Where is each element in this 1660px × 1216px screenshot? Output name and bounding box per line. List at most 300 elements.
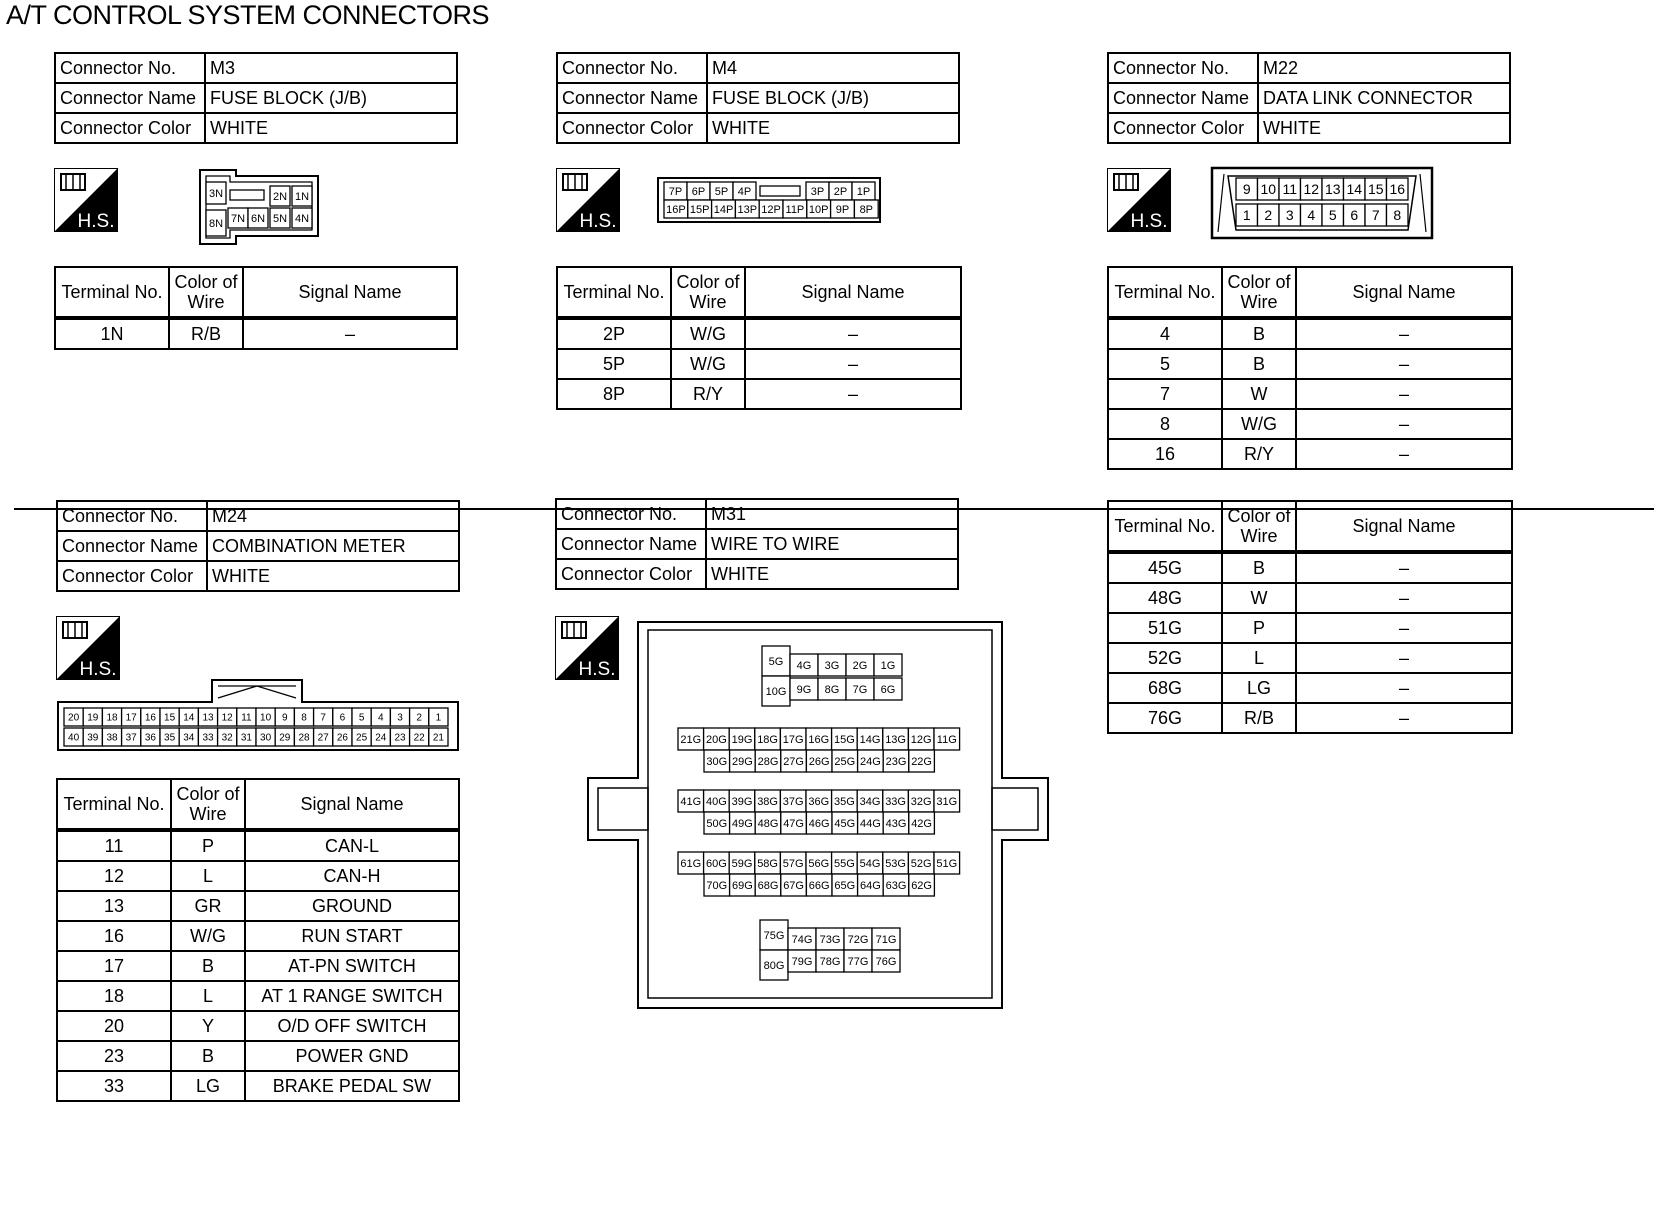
pin-label: 22: [413, 732, 425, 744]
pin-label: 19G: [731, 733, 753, 746]
pin-label: 5N: [272, 212, 288, 225]
pin-label: 11: [1282, 181, 1298, 198]
pin-cell: [908, 790, 934, 812]
pin-cell: [429, 728, 448, 746]
pin-label: 26G: [808, 755, 830, 768]
pin-label: 31: [240, 732, 252, 744]
table-row: [1108, 409, 1512, 439]
signal-name-header: Signal Name: [245, 779, 459, 830]
pin-cell: [857, 852, 883, 874]
pin-label: 9: [1242, 181, 1251, 198]
pin-cell: [735, 200, 759, 218]
terminal-signal: AT 1 RANGE SWITCH: [245, 981, 459, 1011]
pin-cell: [1279, 178, 1301, 200]
terminal-wire: Y: [171, 1011, 245, 1041]
terminal-no: 7: [1108, 379, 1222, 409]
pin-label: 4P: [737, 185, 752, 198]
pin-label: 71G: [875, 933, 897, 946]
signal-name-header: Signal Name: [243, 267, 457, 318]
pin-label: 2G: [852, 659, 868, 672]
pin-label: 47G: [783, 817, 804, 830]
terminal-signal: –: [243, 318, 457, 349]
table-row: [1108, 673, 1512, 703]
pin-cell: [883, 790, 909, 812]
pin-cell: [206, 210, 226, 236]
pin-cell: [704, 812, 730, 834]
pin-label: 68G: [757, 879, 779, 892]
connector-color-value: WHITE: [205, 113, 457, 143]
table-row: [57, 891, 459, 921]
terminal-signal: –: [745, 349, 961, 379]
pin-cell: [883, 750, 909, 772]
pin-cell: [788, 950, 816, 972]
pin-label: 58G: [757, 857, 778, 870]
connector-no-label: Connector No.: [556, 499, 706, 529]
pin-cell: [806, 852, 832, 874]
pin-label: 34G: [859, 795, 881, 808]
pin-label: 57G: [782, 857, 804, 870]
table-row: [57, 951, 459, 981]
pin-cell: [371, 728, 390, 746]
terminal-signal: RUN START: [245, 921, 459, 951]
pin-label: 3: [1285, 207, 1294, 224]
pin-cell: [179, 708, 198, 726]
pin-label: 15: [164, 712, 176, 724]
pin-cell: [934, 790, 960, 812]
pin-label: 12P: [761, 203, 781, 216]
signal-name-header: Signal Name: [745, 267, 961, 318]
connector-name-value: DATA LINK CONNECTOR: [1258, 83, 1510, 113]
pin-cell: [934, 852, 960, 874]
pin-label: 16: [144, 712, 156, 724]
pin-label: 4: [378, 712, 384, 724]
pin-cell: [846, 678, 874, 700]
connector-name-label: Connector Name: [57, 531, 207, 561]
pin-label: 61G: [680, 857, 702, 870]
terminal-wire: B: [1222, 552, 1296, 583]
pin-cell: [1365, 178, 1387, 200]
terminal-signal: –: [1296, 583, 1512, 613]
terminal-table-m24: [56, 778, 460, 1102]
table-row: [57, 861, 459, 891]
pin-cell: [1322, 178, 1344, 200]
connector-no-value: M4: [707, 53, 959, 83]
pin-label: 12: [1303, 181, 1320, 198]
pin-label: 35G: [834, 795, 855, 808]
terminal-signal: –: [1296, 613, 1512, 643]
pin-label: 21: [432, 732, 444, 744]
pin-cell: [390, 728, 409, 746]
pin-label: 10G: [765, 685, 787, 698]
pin-cell: [729, 852, 755, 874]
pin-cell: [237, 728, 256, 746]
table-row: [1108, 349, 1512, 379]
pin-cell: [816, 950, 844, 972]
table-row: [55, 318, 457, 349]
pin-cell: [1365, 204, 1387, 226]
pin-cell: [179, 728, 198, 746]
hs-harness-side-icon: [1107, 168, 1171, 232]
terminal-signal: –: [745, 318, 961, 349]
pin-label: 3N: [208, 187, 224, 200]
terminal-wire: B: [171, 1041, 245, 1071]
pin-cell: [832, 852, 858, 874]
pin-cell: [806, 812, 832, 834]
pin-cell: [141, 708, 160, 726]
pin-cell: [790, 654, 818, 676]
pin-label: 73G: [819, 933, 841, 946]
pin-cell: [1301, 204, 1323, 226]
pin-label: 10: [1260, 181, 1277, 198]
connector-no-label: Connector No.: [55, 53, 205, 83]
pin-label: 18: [106, 712, 118, 724]
connector-info-m24: [56, 500, 460, 592]
connector-no-value: M24: [207, 501, 459, 531]
pin-label: 7G: [852, 683, 868, 696]
terminal-no: 20: [57, 1011, 171, 1041]
pin-cell: [678, 790, 704, 812]
pin-label: 2: [416, 712, 422, 724]
pin-cell: [122, 728, 141, 746]
pin-cell: [712, 200, 736, 218]
terminal-wire: W: [1222, 583, 1296, 613]
pin-cell: [755, 750, 781, 772]
pin-label: 28G: [757, 755, 779, 768]
pin-label: 11: [241, 712, 252, 724]
pin-cell: [678, 728, 704, 750]
pin-cell: [781, 812, 807, 834]
pin-label: 52G: [910, 857, 932, 870]
connector-info-m22: [1107, 52, 1511, 144]
pin-cell: [1344, 178, 1366, 200]
pin-cell: [1258, 178, 1280, 200]
pin-label: 12: [221, 712, 233, 724]
pin-cell: [844, 928, 872, 950]
pin-label: 19: [87, 712, 99, 724]
pin-cell: [160, 708, 179, 726]
table-row: [57, 981, 459, 1011]
pin-label: 5: [358, 712, 365, 724]
connector-face-m22: [1210, 166, 1434, 240]
pin-cell: [710, 182, 733, 200]
pin-cell: [755, 728, 781, 750]
pin-cell: [704, 874, 730, 896]
terminal-wire: LG: [171, 1071, 245, 1101]
connector-color-value: WHITE: [707, 113, 959, 143]
signal-name-header: Signal Name: [1296, 267, 1512, 318]
table-row: [1108, 439, 1512, 469]
pin-label: 13: [1324, 181, 1341, 198]
pin-label: 16P: [666, 203, 686, 216]
pin-label: 20G: [706, 733, 727, 746]
pin-label: 14G: [859, 733, 881, 746]
pin-cell: [687, 182, 710, 200]
terminal-signal: POWER GND: [245, 1041, 459, 1071]
pin-cell: [832, 750, 858, 772]
terminal-no: 16: [57, 921, 171, 951]
terminal-wire: LG: [1222, 673, 1296, 703]
pin-label: 44G: [860, 817, 881, 830]
pin-label: 75G: [763, 929, 785, 942]
terminal-no: 4: [1108, 318, 1222, 349]
pin-label: 30G: [706, 755, 728, 768]
terminal-wire: B: [171, 951, 245, 981]
pin-label: 1: [435, 712, 442, 724]
terminal-table-m22: [1107, 266, 1513, 470]
pin-label: 15: [1367, 181, 1384, 198]
pin-label: 33: [202, 732, 214, 744]
pin-label: 79G: [791, 955, 813, 968]
table-row: [557, 379, 961, 409]
table-row: [1108, 643, 1512, 673]
pin-cell: [730, 812, 756, 834]
pin-label: 3P: [810, 185, 825, 198]
terminal-wire: P: [1222, 613, 1296, 643]
terminal-table-m3: [54, 266, 458, 350]
pin-cell: [872, 928, 900, 950]
pin-cell: [237, 708, 256, 726]
pin-label: 14: [183, 712, 195, 724]
terminal-wire: W/G: [171, 921, 245, 951]
pin-label: 25G: [834, 755, 856, 768]
pin-cell: [314, 728, 333, 746]
pin-cell: [275, 708, 294, 726]
pin-label: 80G: [763, 959, 785, 972]
pin-label: 64G: [860, 879, 881, 892]
connector-info-m3: [54, 52, 458, 144]
pin-cell: [883, 812, 909, 834]
pin-label: 8: [301, 712, 307, 724]
pin-cell: [1236, 178, 1258, 200]
connector-color-value: WHITE: [706, 559, 958, 589]
terminal-no: 18: [57, 981, 171, 1011]
pin-label: 65G: [834, 879, 856, 892]
pin-cell: [883, 852, 909, 874]
pin-label: 27G: [783, 755, 804, 768]
pin-cell: [122, 708, 141, 726]
pin-label: 28: [298, 732, 310, 744]
pin-label: 10: [260, 712, 272, 724]
terminal-no: 8P: [557, 379, 671, 409]
pin-cell: [909, 750, 935, 772]
pin-cell: [806, 750, 832, 772]
pin-cell: [733, 182, 756, 200]
pin-cell: [410, 728, 429, 746]
pin-cell: [760, 950, 788, 980]
terminal-signal: –: [745, 379, 961, 409]
connector-name-label: Connector Name: [556, 529, 706, 559]
pin-label: 6: [1350, 207, 1359, 224]
pin-label: 40G: [706, 795, 727, 808]
terminal-no: 1N: [55, 318, 169, 349]
pin-label: 70G: [706, 879, 728, 892]
pin-cell: [780, 790, 806, 812]
terminal-signal: BRAKE PEDAL SW: [245, 1071, 459, 1101]
terminal-no: 52G: [1108, 643, 1222, 673]
terminal-signal: CAN-H: [245, 861, 459, 891]
terminal-no: 12: [57, 861, 171, 891]
hs-label: H.S.: [79, 659, 117, 680]
pin-cell: [816, 928, 844, 950]
color-of-wire-header: Color of Wire: [169, 267, 243, 318]
pin-label: 51G: [936, 857, 958, 870]
connector-no-label: Connector No.: [57, 501, 207, 531]
pin-label: 30: [260, 732, 272, 744]
pin-label: 33G: [885, 795, 906, 808]
pin-cell: [198, 728, 217, 746]
color-of-wire-header: Color of Wire: [1222, 501, 1296, 552]
pin-label: 48G: [757, 817, 779, 830]
pin-cell: [806, 182, 829, 200]
pin-label: 15G: [834, 733, 855, 746]
connector-color-value: WHITE: [1258, 113, 1510, 143]
pin-cell: [704, 750, 730, 772]
terminal-no: 2P: [557, 318, 671, 349]
pin-label: 49G: [732, 817, 753, 830]
pin-label: 5P: [714, 185, 729, 198]
terminal-wire: P: [171, 830, 245, 861]
pin-cell: [781, 874, 807, 896]
pin-label: 38G: [757, 795, 778, 808]
terminal-no: 76G: [1108, 703, 1222, 733]
pin-cell: [908, 852, 934, 874]
pin-label: 7: [320, 712, 326, 724]
pin-label: 63G: [885, 879, 907, 892]
pin-cell: [390, 708, 409, 726]
pin-cell: [755, 874, 781, 896]
pin-label: 4N: [294, 212, 310, 225]
pin-label: 2P: [833, 185, 848, 198]
pin-cell: [292, 208, 312, 228]
connector-color-label: Connector Color: [1108, 113, 1258, 143]
connector-no-value: M3: [205, 53, 457, 83]
connector-name-value: WIRE TO WIRE: [706, 529, 958, 559]
terminal-wire: R/B: [1222, 703, 1296, 733]
pin-cell: [852, 182, 875, 200]
pin-label: 37: [125, 732, 137, 744]
terminal-signal: GROUND: [245, 891, 459, 921]
pin-cell: [762, 646, 790, 676]
terminal-no: 8: [1108, 409, 1222, 439]
color-of-wire-header: Color of Wire: [671, 267, 745, 318]
pin-label: 66G: [808, 879, 830, 892]
pin-cell: [883, 728, 909, 750]
pin-label: 2: [1264, 207, 1273, 224]
terminal-signal: –: [1296, 379, 1512, 409]
pin-label: 72G: [847, 933, 869, 946]
connector-color-value: WHITE: [207, 561, 459, 591]
pin-cell: [64, 728, 83, 746]
pin-cell: [270, 208, 290, 228]
pin-cell: [371, 708, 390, 726]
pin-cell: [352, 708, 371, 726]
pin-cell: [790, 678, 818, 700]
pin-label: 24: [375, 732, 387, 744]
terminal-no-header: Terminal No.: [557, 267, 671, 318]
pin-cell: [831, 200, 855, 218]
pin-label: 6P: [691, 185, 706, 198]
pin-cell: [780, 728, 806, 750]
pin-cell: [410, 708, 429, 726]
pin-label: 42G: [911, 817, 932, 830]
terminal-wire: L: [171, 861, 245, 891]
pin-cell: [1387, 204, 1409, 226]
pin-label: 12G: [910, 733, 932, 746]
pin-cell: [256, 708, 275, 726]
connector-color-label: Connector Color: [557, 113, 707, 143]
pin-cell: [755, 812, 781, 834]
pin-cell: [102, 708, 121, 726]
pin-cell: [730, 874, 756, 896]
signal-name-header: Signal Name: [1296, 501, 1512, 552]
terminal-wire: R/Y: [671, 379, 745, 409]
pin-label: 9G: [796, 683, 812, 696]
connector-name-value: COMBINATION METER: [207, 531, 459, 561]
terminal-no-header: Terminal No.: [1108, 267, 1222, 318]
connector-no-value: M31: [706, 499, 958, 529]
pin-cell: [352, 728, 371, 746]
pin-cell: [206, 182, 226, 204]
pin-cell: [858, 812, 884, 834]
terminal-no: 17: [57, 951, 171, 981]
pin-label: 32G: [910, 795, 932, 808]
pin-label: 36: [144, 732, 156, 744]
pin-cell: [807, 200, 831, 218]
pin-cell: [858, 750, 884, 772]
terminal-no: 48G: [1108, 583, 1222, 613]
pin-cell: [806, 728, 832, 750]
pin-cell: [83, 728, 102, 746]
pin-label: 23: [394, 732, 406, 744]
pin-label: 39G: [731, 795, 753, 808]
pin-cell: [846, 654, 874, 676]
pin-cell: [1279, 204, 1301, 226]
connector-no-label: Connector No.: [1108, 53, 1258, 83]
terminal-no: 5P: [557, 349, 671, 379]
terminal-no: 33: [57, 1071, 171, 1101]
pin-cell: [292, 186, 312, 206]
pin-cell: [678, 852, 704, 874]
pin-label: 54G: [859, 857, 881, 870]
pin-label: 14P: [713, 203, 734, 216]
pin-cell: [1301, 178, 1323, 200]
pin-cell: [857, 790, 883, 812]
terminal-no: 45G: [1108, 552, 1222, 583]
pin-label: 23G: [885, 755, 907, 768]
terminal-no: 68G: [1108, 673, 1222, 703]
pin-label: 34: [183, 732, 195, 744]
pin-label: 41G: [680, 795, 702, 808]
terminal-no-header: Terminal No.: [1108, 501, 1222, 552]
pin-label: 26: [336, 732, 348, 744]
pin-label: 15P: [689, 203, 710, 216]
pin-cell: [806, 790, 832, 812]
connector-info-m4: [556, 52, 960, 144]
terminal-signal: –: [1296, 673, 1512, 703]
pin-label: 25: [356, 732, 368, 744]
terminal-signal: CAN-L: [245, 830, 459, 861]
pin-label: 46G: [808, 817, 830, 830]
pin-label: 6G: [880, 683, 896, 696]
pin-label: 5G: [768, 655, 784, 668]
terminal-no: 5: [1108, 349, 1222, 379]
pin-label: 29G: [732, 755, 753, 768]
pin-cell: [783, 200, 807, 218]
pin-label: 21G: [680, 733, 702, 746]
pin-cell: [760, 920, 788, 950]
pin-cell: [818, 654, 846, 676]
pin-label: 6N: [250, 212, 266, 225]
